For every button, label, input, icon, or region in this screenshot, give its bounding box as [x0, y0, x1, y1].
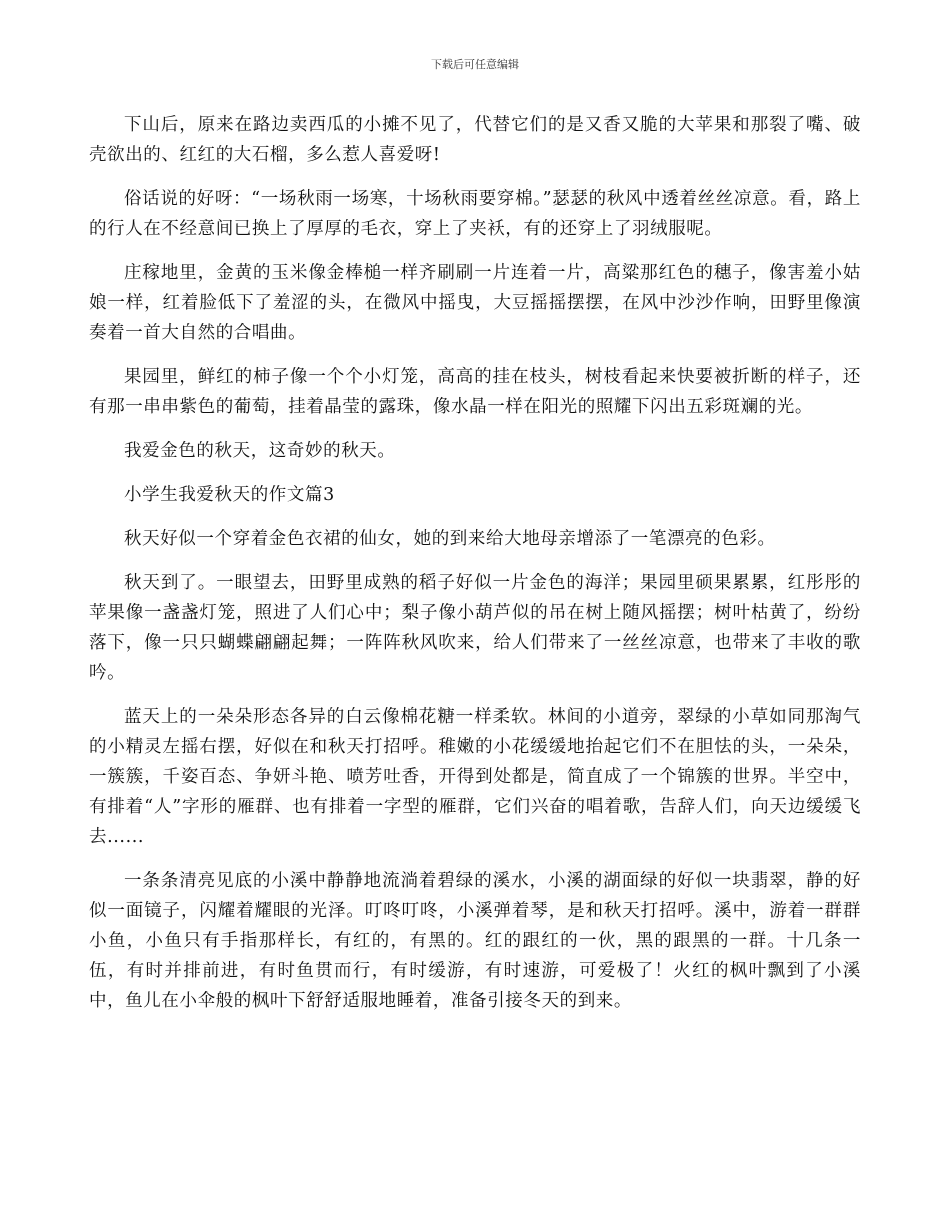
- page-header: 下载后可任意编辑: [431, 58, 519, 71]
- paragraph-8: 蓝天上的一朵朵形态各异的白云像棉花糖一样柔软。林间的小道旁，翠绿的小草如同那淘气的小精灵左摇右摆，好似在和秋天打招呼。稚嫩的小花缓缓地抬起它们不在胆怯的头，一朵朵，一簇簇，千姿百态、争妍斗艳、喷芳吐香，开得到处都是，简直成了一个锦簇的世界。半空中，有排着“人”字形的雁群、也有排着一字型的雁群，它们兴奋的唱着歌，告辞人们，向天边缓缓飞去......: [89, 707, 861, 847]
- paragraph-4: 果园里，鲜红的柿子像一个个小灯笼，高高的挂在枝头，树枝看起来快要被折断的样子，还有那一串串紫色的葡萄，挂着晶莹的露珠，像水晶一样在阳光的照耀下闪出五彩斑斓的光。: [89, 367, 861, 417]
- document-body: [89, 110, 861, 1030]
- paragraph-2: 俗话说的好呀：“一场秋雨一场寒，十场秋雨要穿棉。”瑟瑟的秋风中透着丝丝凉意。看，路上的行人在不经意间已换上了厚厚的毛衣，穿上了夹袄，有的还穿上了羽绒服呢。: [89, 189, 861, 239]
- paragraph-9: 一条条清亮见底的小溪中静静地流淌着碧绿的溪水，小溪的湖面绿的好似一块翡翠，静的好似一面镜子，闪耀着耀眼的光泽。叮咚叮咚，小溪弹着琴，是和秋天打招呼。溪中，游着一群群小鱼，小鱼只有手指那样长，有红的，有黑的。红的跟红的一伙，黑的跟黑的一群。十几条一伍，有时并排前进，有时鱼贯而行，有时缓游，有时速游，可爱极了！火红的枫叶飘到了小溪中，鱼儿在小伞般的枫叶下舒舒适服地睡着，准备引接冬天的到来。: [89, 871, 861, 1011]
- paragraph-5: 我爱金色的秋天，这奇妙的秋天。: [124, 441, 396, 461]
- section-title: 小学生我爱秋天的作文篇3: [124, 485, 335, 505]
- paragraph-1: 下山后，原来在路边卖西瓜的小摊不见了，代替它们的是又香又脆的大苹果和那裂了嘴、破壳欲出的、红红的大石榴，多么惹人喜爱呀!: [89, 115, 861, 165]
- paragraph-6: 秋天好似一个穿着金色衣裙的仙女，她的到来给大地母亲增添了一笔漂亮的色彩。: [124, 529, 776, 549]
- paragraph-7: 秋天到了。一眼望去，田野里成熟的稻子好似一片金色的海洋；果园里硕果累累，红彤彤的苹果像一盏盏灯笼，照进了人们心中；梨子像小葫芦似的吊在树上随风摇摆；树叶枯黄了，纷纷落下，像一只只蝴蝶翩翩起舞；一阵阵秋风吹来，给人们带来了一丝丝凉意，也带来了丰收的歌吟。: [89, 573, 861, 683]
- paragraph-3: 庄稼地里，金黄的玉米像金棒槌一样齐刷刷一片连着一片，高粱那红色的穗子，像害羞小姑娘一样，红着脸低下了羞涩的头，在微风中摇曳，大豆摇摇摆摆，在风中沙沙作响，田野里像演奏着一首大自然的合唱曲。: [89, 263, 861, 343]
